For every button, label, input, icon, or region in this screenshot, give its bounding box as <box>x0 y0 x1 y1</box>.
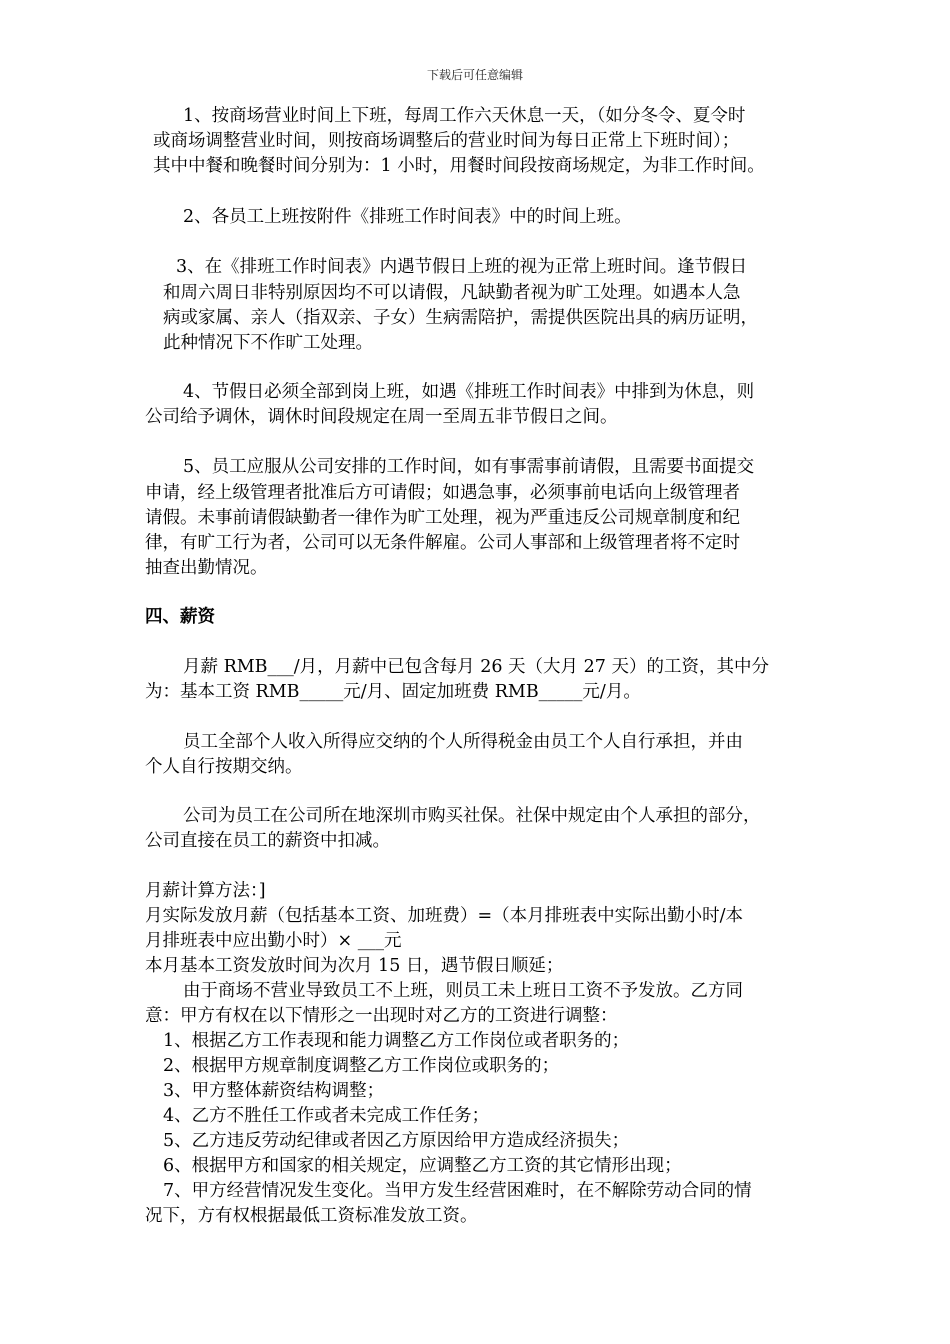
text-line: 由于商场不营业导致员工不上班，则员工未上班日工资不予发放。乙方同 <box>183 981 743 1001</box>
text-line: 意：甲方有权在以下情形之一出现时对乙方的工资进行调整： <box>145 1006 618 1026</box>
list-item: 2、根据甲方规章制度调整乙方工作岗位或职务的； <box>163 1056 560 1076</box>
text-line: 1、按商场营业时间上下班，每周工作六天休息一天，（如分冬令、夏令时 <box>183 106 746 126</box>
text-line: 其中中餐和晚餐时间分别为：1 小时，用餐时间段按商场规定，为非工作时间。 <box>153 156 765 176</box>
list-item: 6、根据甲方和国家的相关规定，应调整乙方工资的其它情形出现； <box>163 1156 682 1176</box>
text-line: 抽查出勤情况。 <box>145 558 268 578</box>
text-line: 公司直接在员工的薪资中扣减。 <box>145 831 390 851</box>
text-line: 本月基本工资发放时间为次月 15 日，遇节假日顺延； <box>145 956 564 976</box>
text-line: 月薪计算方法：] <box>145 881 266 901</box>
text-line: 此种情况下不作旷工处理。 <box>163 333 373 353</box>
text-line: 5、员工应服从公司安排的工作时间，如有事需事前请假，且需要书面提交 <box>183 457 755 477</box>
text-line: 况下，方有权根据最低工资标准发放工资。 <box>145 1206 478 1226</box>
text-line: 或商场调整营业时间，则按商场调整后的营业时间为每日正常上下班时间）； <box>153 131 740 151</box>
text-line: 为：基本工资 RMB_____元/月、固定加班费 RMB_____元/月。 <box>145 682 641 702</box>
text-line: 申请，经上级管理者批准后方可请假；如遇急事，必须事前电话向上级管理者 <box>145 483 740 503</box>
text-line: 公司为员工在公司所在地深圳市购买社保。社保中规定由个人承担的部分， <box>183 806 761 826</box>
list-item: 4、乙方不胜任工作或者未完成工作任务； <box>163 1106 490 1126</box>
list-item: 7、甲方经营情况发生变化。当甲方发生经营困难时，在不解除劳动合同的情 <box>163 1181 752 1201</box>
text-line: 月薪 RMB___/月，月薪中已包含每月 26 天（大月 27 天）的工资，其中分 <box>183 657 769 677</box>
list-item: 5、乙方违反劳动纪律或者因乙方原因给甲方造成经济损失； <box>163 1131 630 1151</box>
text-line: 个人自行按期交纳。 <box>145 757 303 777</box>
text-line: 3、在《排班工作时间表》内遇节假日上班的视为正常上班时间。逢节假日 <box>176 257 748 277</box>
text-line: 病或家属、亲人（指双亲、子女）生病需陪护，需提供医院出具的病历证明， <box>163 308 758 328</box>
text-line: 请假。未事前请假缺勤者一律作为旷工处理，视为严重违反公司规章制度和纪 <box>145 508 740 528</box>
text-line: 员工全部个人收入所得应交纳的个人所得税金由员工个人自行承担，并由 <box>183 732 743 752</box>
list-item: 3、甲方整体薪资结构调整； <box>163 1081 385 1101</box>
text-line: 公司给予调休，调休时间段规定在周一至周五非节假日之间。 <box>145 407 618 427</box>
text-line: 律，有旷工行为者，公司可以无条件解雇。公司人事部和上级管理者将不定时 <box>145 533 740 553</box>
text-line: 月实际发放月薪（包括基本工资、加班费）=（本月排班表中实际出勤小时/本 <box>145 906 744 926</box>
text-line: 4、节假日必须全部到岗上班，如遇《排班工作时间表》中排到为休息，则 <box>183 382 755 402</box>
section-heading: 四、薪资 <box>145 607 215 627</box>
list-item: 1、根据乙方工作表现和能力调整乙方工作岗位或者职务的； <box>163 1031 630 1051</box>
text-line: 和周六周日非特别原因均不可以请假，凡缺勤者视为旷工处理。如遇本人急 <box>163 283 741 303</box>
text-line: 月排班表中应出勤小时）× ___元 <box>145 931 402 951</box>
text-line: 2、各员工上班按附件《排班工作时间表》中的时间上班。 <box>183 207 632 227</box>
page-header: 下载后可任意编辑 <box>426 68 523 82</box>
